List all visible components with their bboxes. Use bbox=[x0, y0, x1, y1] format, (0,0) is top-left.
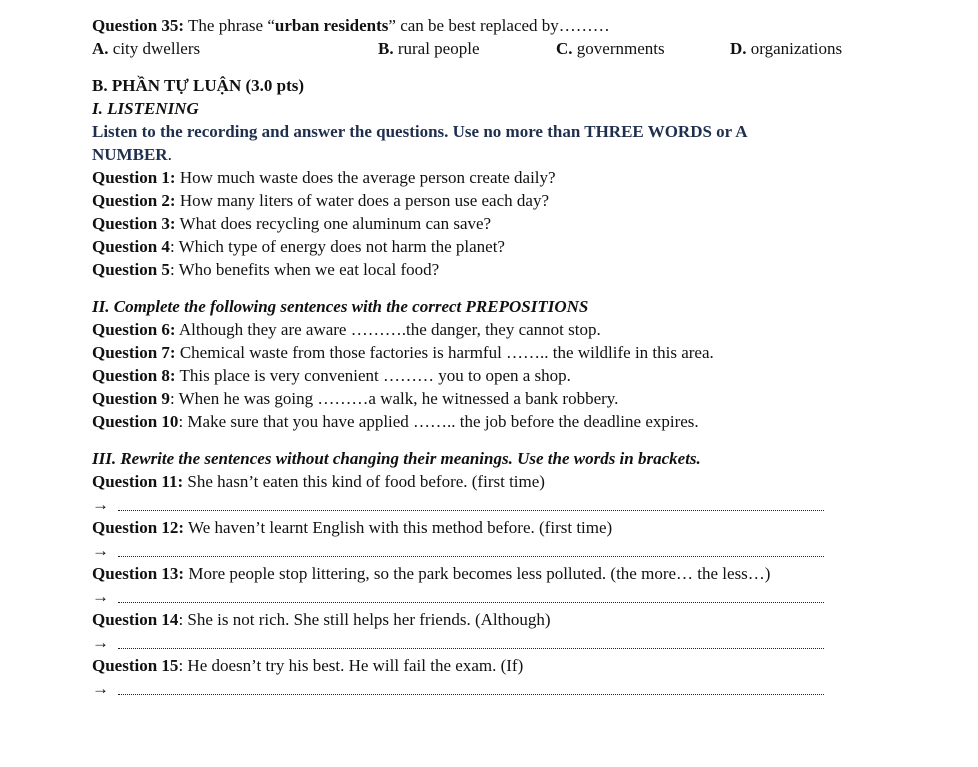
arrow-icon: → bbox=[92, 633, 109, 652]
preposition-question-7 bbox=[92, 341, 952, 364]
question-text: How much waste does the average person create daily? bbox=[175, 168, 556, 187]
question-label: Question 4 bbox=[92, 237, 170, 256]
option-text: organizations bbox=[746, 39, 843, 58]
option-letter: C. bbox=[556, 39, 573, 58]
option-letter: D. bbox=[730, 39, 747, 58]
listening-question-5 bbox=[92, 258, 952, 281]
rewrite-question-14 bbox=[92, 608, 952, 631]
question-text: More people stop littering, so the park becomes less polluted. (the more… the less…) bbox=[184, 564, 771, 583]
section-b-title: B. PHẦN TỰ LUẬN (3.0 pts) bbox=[92, 76, 305, 95]
dotted-answer-line bbox=[118, 694, 824, 695]
question-label: Question 5 bbox=[92, 260, 170, 279]
question-label: Question 14 bbox=[92, 610, 179, 629]
dotted-answer-line bbox=[118, 510, 824, 511]
listening-question-3 bbox=[92, 212, 952, 235]
question-label: Question 35: bbox=[92, 16, 185, 35]
question-label: Question 13: bbox=[92, 564, 185, 583]
question-text: This place is very convenient ……… you to open a shop. bbox=[175, 366, 571, 385]
question-text: How many liters of water does a person use each day? bbox=[175, 191, 549, 210]
listening-instruction-line1: Listen to the recording and answer the questions. Use no more than THREE WORDS or A bbox=[92, 122, 748, 141]
question-label: Question 10 bbox=[92, 412, 179, 431]
instruction-text: NUMBER bbox=[92, 145, 168, 164]
question-label: Question 9 bbox=[92, 389, 170, 408]
answer-line-13[interactable] bbox=[92, 585, 952, 608]
option-c bbox=[556, 37, 730, 60]
rewrite-question-13 bbox=[92, 562, 952, 585]
question-label: Question 12: bbox=[92, 518, 185, 537]
preposition-question-9 bbox=[92, 387, 952, 410]
answer-options bbox=[92, 37, 952, 60]
listening-question-2 bbox=[92, 189, 952, 212]
option-text: city dwellers bbox=[108, 39, 201, 58]
option-text: rural people bbox=[393, 39, 480, 58]
rewrite-question-11 bbox=[92, 470, 952, 493]
question-label: Question 15 bbox=[92, 656, 179, 675]
preposition-question-10 bbox=[92, 410, 952, 433]
preposition-question-6 bbox=[92, 318, 952, 341]
question-text: : Which type of energy does not harm the planet? bbox=[169, 237, 505, 256]
question-text: The phrase “ bbox=[184, 16, 275, 35]
listening-title: I. LISTENING bbox=[92, 99, 199, 118]
question-label: Question 1: bbox=[92, 168, 176, 187]
listening-question-4 bbox=[92, 235, 952, 258]
dotted-answer-line bbox=[118, 556, 824, 557]
question-label: Question 3: bbox=[92, 214, 176, 233]
question-text: : She is not rich. She still helps her friends. (Although) bbox=[178, 610, 551, 629]
question-text: What does recycling one aluminum can save? bbox=[175, 214, 492, 233]
listening-question-1 bbox=[92, 166, 952, 189]
rewrite-question-15 bbox=[92, 654, 952, 677]
option-a bbox=[92, 37, 378, 60]
option-letter: A. bbox=[92, 39, 109, 58]
worksheet bbox=[92, 14, 952, 700]
prepositions-title: II. Complete the following sentences with the correct PREPOSITIONS bbox=[92, 297, 589, 316]
question-text: ” can be best replaced by……… bbox=[388, 16, 610, 35]
option-letter: B. bbox=[378, 39, 394, 58]
question-35 bbox=[92, 14, 952, 37]
listening-instruction-line2 bbox=[92, 143, 952, 166]
question-text: : Who benefits when we eat local food? bbox=[169, 260, 440, 279]
question-label: Question 6: bbox=[92, 320, 176, 339]
arrow-icon: → bbox=[92, 495, 109, 514]
dotted-answer-line bbox=[118, 648, 824, 649]
question-text: : He doesn’t try his best. He will fail the exam. (If) bbox=[178, 656, 524, 675]
rewrite-question-12 bbox=[92, 516, 952, 539]
instruction-period: . bbox=[167, 145, 172, 164]
answer-line-14[interactable] bbox=[92, 631, 952, 654]
rewrite-title: III. Rewrite the sentences without changing their meanings. Use the words in brackets. bbox=[92, 449, 701, 468]
question-text: : Make sure that you have applied …….. the job before the deadline expires. bbox=[178, 412, 699, 431]
question-label: Question 2: bbox=[92, 191, 176, 210]
arrow-icon: → bbox=[92, 541, 109, 560]
answer-line-15[interactable] bbox=[92, 677, 952, 700]
arrow-icon: → bbox=[92, 679, 109, 698]
question-label: Question 7: bbox=[92, 343, 176, 362]
arrow-icon: → bbox=[92, 587, 109, 606]
highlighted-phrase: urban residents bbox=[274, 16, 389, 35]
question-text: She hasn’t eaten this kind of food before. (first time) bbox=[183, 472, 545, 491]
option-text: governments bbox=[572, 39, 665, 58]
preposition-question-8 bbox=[92, 364, 952, 387]
question-label: Question 11: bbox=[92, 472, 184, 491]
answer-line-12[interactable] bbox=[92, 539, 952, 562]
dotted-answer-line bbox=[118, 602, 824, 603]
question-text: Although they are aware ……….the danger, they cannot stop. bbox=[175, 320, 601, 339]
answer-line-11[interactable] bbox=[92, 493, 952, 516]
question-text: : When he was going ………a walk, he witnessed a bank robbery. bbox=[169, 389, 619, 408]
question-text: We haven’t learnt English with this method before. (first time) bbox=[184, 518, 613, 537]
option-d bbox=[730, 37, 842, 60]
question-label: Question 8: bbox=[92, 366, 176, 385]
question-text: Chemical waste from those factories is harmful …….. the wildlife in this area. bbox=[175, 343, 714, 362]
option-b bbox=[378, 37, 556, 60]
